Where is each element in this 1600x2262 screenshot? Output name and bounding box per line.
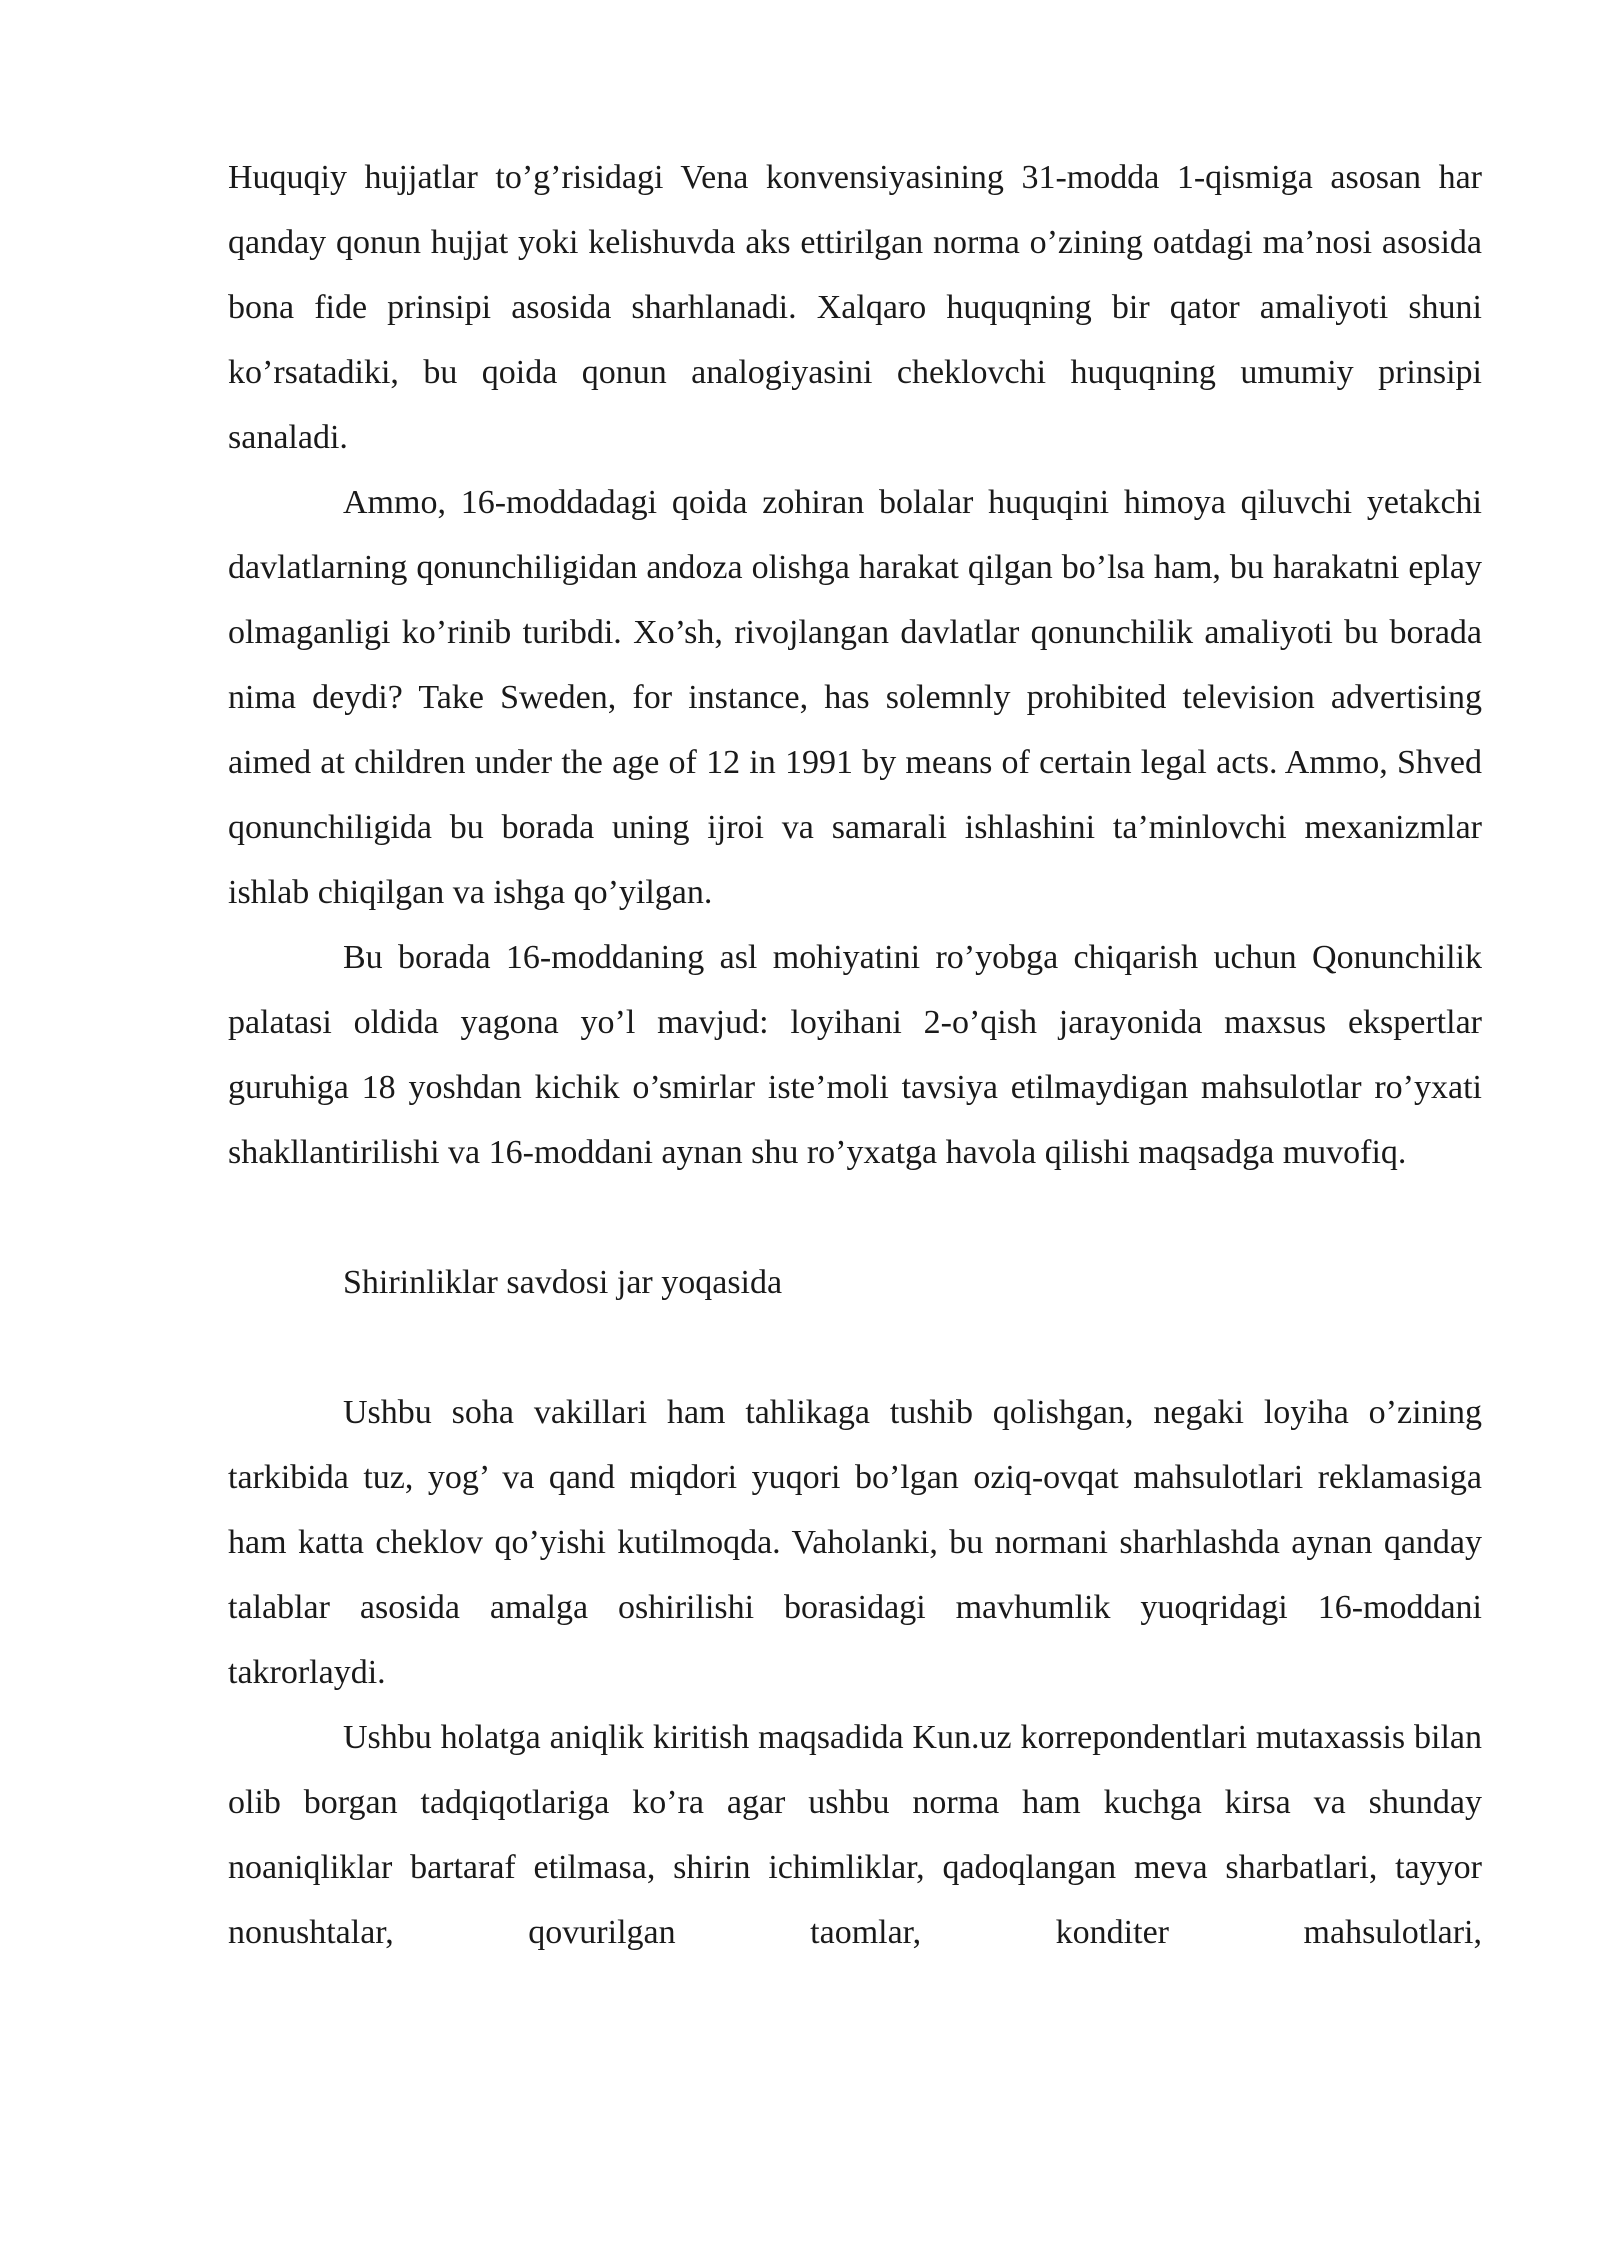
paragraph-vienna-convention: Huquqiy hujjatlar to’g’risidagi Vena konvensiyasining 31-modda 1-qismiga asosan har qanday qonun hujjat yoki kelishuvda aks ettirilgan norma o’zining oatdagi ma’nosi asosida bona fide prinsipi asosida sharhlanadi. Xalqaro huquqning bir qator amaliyoti shuni ko’rsatadiki, bu qoida qonun analogiyasini cheklovchi huquqning umumiy prinsipi sanaladi.: [228, 159, 1482, 456]
paragraph-article-16: Ammo, 16-moddadagi qoida zohiran bolalar huquqini himoya qiluvchi yetakchi davlatlarning qonunchiligidan andoza olishga harakat qilgan bo’lsa ham, bu harakatni eplay olmaganligi ko’rinib turibdi. Xo’sh, rivojlangan davlatlar qonunchilik amaliyoti bu borada nima deydi? Take Sweden, for instance, has solemnly prohibited television advertising aimed at children under the age of 12 in 1991 by means of certain legal acts. Ammo, Shved qonunchiligida bu borada uning ijroi va samarali ishlashini ta’minlovchi mexanizmlar ishlab chiqilgan va ishga qo’yilgan.: [228, 484, 1482, 911]
paragraph-industry-representatives: Ushbu soha vakillari ham tahlikaga tushib qolishgan, negaki loyiha o’zining tarkibida tuz, yog’ va qand miqdori yuqori bo’lgan oziq-ovqat mahsulotlari reklamasiga ham katta cheklov qo’yishi kutilmoqda. Vaholanki, bu normani sharhlashda aynan qanday talablar asosida amalga oshirilishi borasidagi mavhumlik yuoqridagi 16-moddani takrorlaydi.: [228, 1394, 1482, 1691]
spacer: [228, 1315, 1482, 1380]
spacer: [228, 1185, 1482, 1250]
document-body: [228, 145, 1482, 1965]
paragraph-legislative-chamber: Bu borada 16-moddaning asl mohiyatini ro’yobga chiqarish uchun Qonunchilik palatasi oldida yagona yo’l mavjud: loyihani 2-o’qish jarayonida maxsus ekspertlar guruhiga 18 yoshdan kichik o’smirlar iste’moli tavsiya etilmaydigan mahsulotlar ro’yxati shakllantirilishi va 16-moddani aynan shu ro’yxatga havola qilishi maqsadga muvofiq.: [228, 939, 1482, 1171]
paragraph-kun-uz-research: Ushbu holatga aniqlik kiritish maqsadida Kun.uz korrepondentlari mutaxassis bilan olib borgan tadqiqotlariga ko’ra agar ushbu norma ham kuchga kirsa va shunday noaniqliklar bartaraf etilmasa, shirin ichimliklar, qadoqlangan meva sharbatlari, tayyor nonushtalar, qovurilgan taomlar, konditer mahsulotlari,: [228, 1719, 1482, 1951]
section-heading: Shirinliklar savdosi jar yoqasida: [343, 1264, 783, 1301]
